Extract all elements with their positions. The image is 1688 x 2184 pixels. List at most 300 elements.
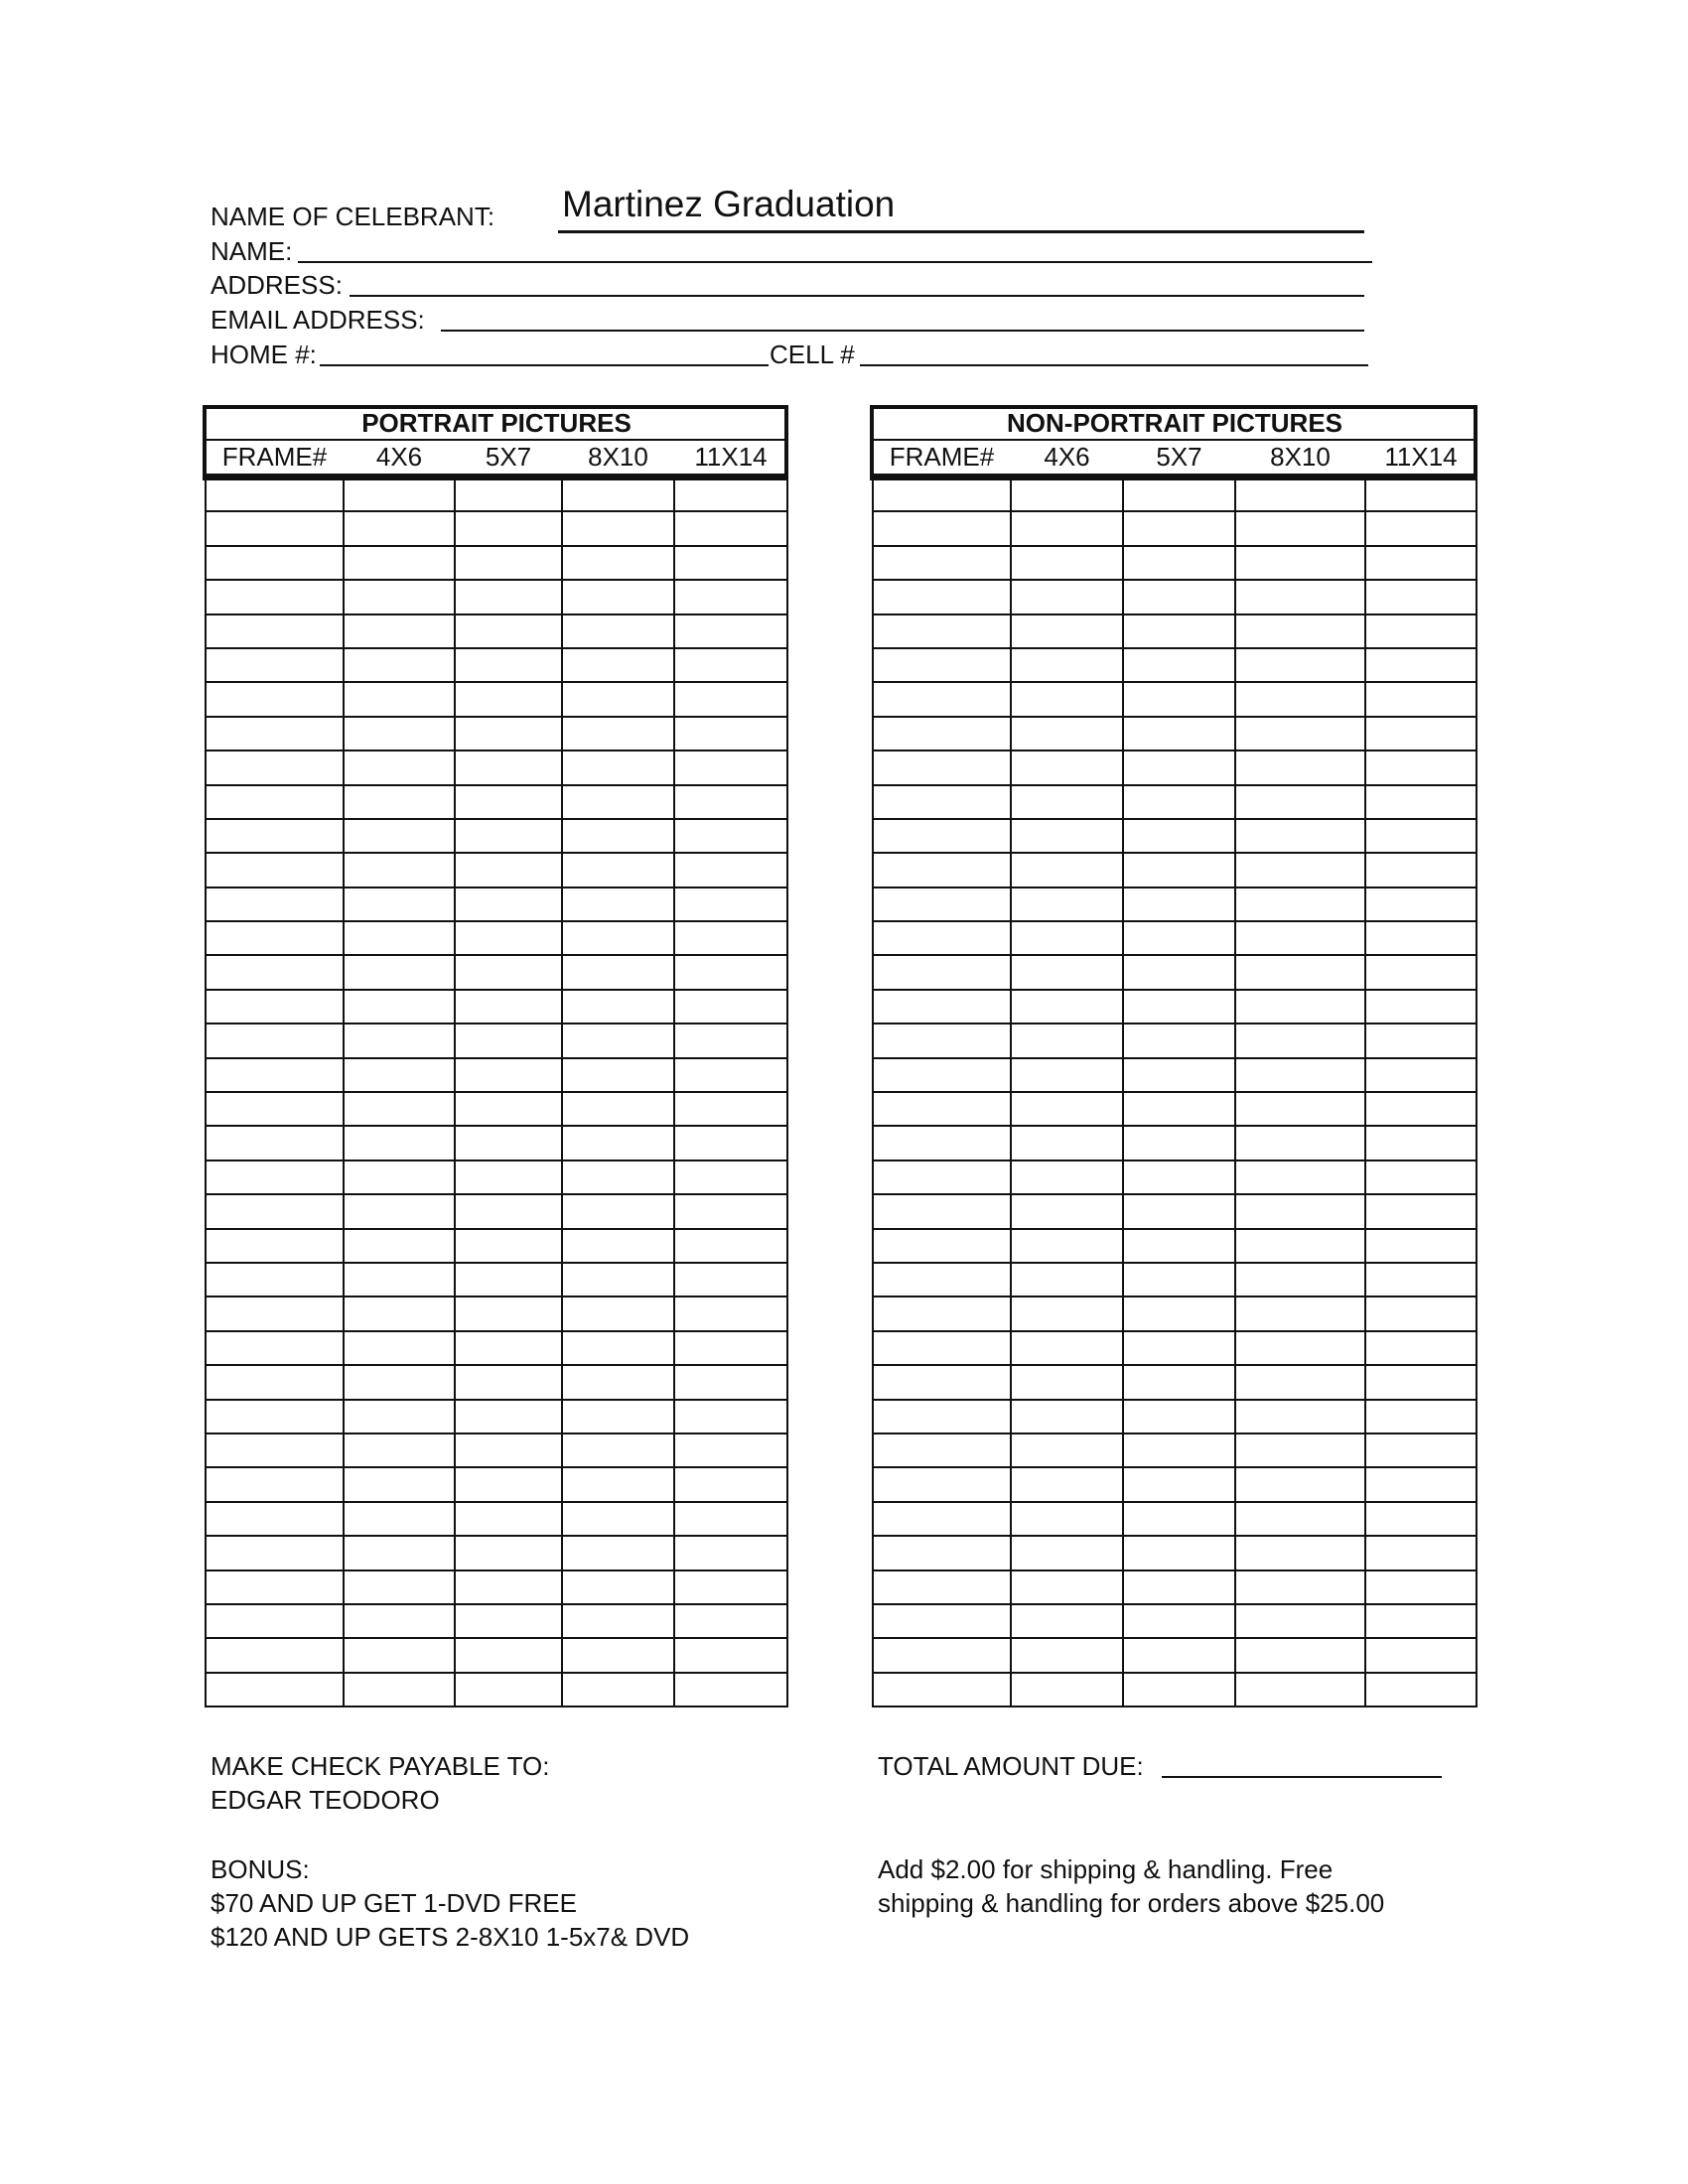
order-cell[interactable] [1365, 614, 1477, 648]
order-cell[interactable] [1011, 751, 1123, 784]
order-cell[interactable] [1365, 853, 1477, 887]
order-cell[interactable] [206, 887, 344, 921]
order-cell[interactable] [455, 921, 562, 955]
order-cell[interactable] [1123, 1058, 1235, 1092]
order-cell[interactable] [455, 1433, 562, 1467]
order-cell[interactable] [1365, 1058, 1477, 1092]
order-cell[interactable] [562, 1297, 674, 1330]
order-cell[interactable] [1365, 751, 1477, 784]
order-cell[interactable] [206, 853, 344, 887]
order-cell[interactable] [1235, 785, 1365, 819]
order-cell[interactable] [1235, 1673, 1365, 1706]
order-cell[interactable] [562, 1194, 674, 1228]
order-cell[interactable] [206, 819, 344, 853]
order-cell[interactable] [344, 921, 455, 955]
order-cell[interactable] [562, 477, 674, 512]
order-cell[interactable] [1123, 1604, 1235, 1638]
order-cell[interactable] [1123, 1536, 1235, 1570]
order-cell[interactable] [206, 1160, 344, 1194]
order-cell[interactable] [873, 1263, 1011, 1297]
order-cell[interactable] [1365, 887, 1477, 921]
order-cell[interactable] [344, 1433, 455, 1467]
order-cell[interactable] [562, 1502, 674, 1536]
order-cell[interactable] [1011, 1331, 1123, 1365]
order-cell[interactable] [562, 1126, 674, 1160]
order-cell[interactable] [562, 1263, 674, 1297]
order-cell[interactable] [674, 751, 787, 784]
order-cell[interactable] [562, 751, 674, 784]
order-cell[interactable] [1011, 990, 1123, 1024]
order-cell[interactable] [1123, 1092, 1235, 1126]
order-cell[interactable] [1235, 1024, 1365, 1057]
order-cell[interactable] [1365, 1024, 1477, 1057]
order-cell[interactable] [562, 1570, 674, 1604]
order-cell[interactable] [206, 955, 344, 989]
order-cell[interactable] [873, 1297, 1011, 1330]
order-cell[interactable] [1123, 717, 1235, 751]
order-cell[interactable] [206, 511, 344, 545]
order-cell[interactable] [206, 614, 344, 648]
order-cell[interactable] [873, 648, 1011, 682]
order-cell[interactable] [674, 1570, 787, 1604]
order-cell[interactable] [873, 1433, 1011, 1467]
order-cell[interactable] [1123, 1229, 1235, 1263]
order-cell[interactable] [344, 751, 455, 784]
order-cell[interactable] [1011, 1092, 1123, 1126]
order-cell[interactable] [455, 1229, 562, 1263]
order-cell[interactable] [1235, 1229, 1365, 1263]
order-cell[interactable] [1235, 546, 1365, 580]
order-cell[interactable] [1235, 580, 1365, 614]
order-cell[interactable] [206, 785, 344, 819]
order-cell[interactable] [873, 1400, 1011, 1433]
order-cell[interactable] [455, 785, 562, 819]
order-cell[interactable] [344, 1400, 455, 1433]
order-cell[interactable] [562, 1331, 674, 1365]
order-cell[interactable] [1235, 1638, 1365, 1672]
order-cell[interactable] [873, 1536, 1011, 1570]
order-cell[interactable] [674, 1331, 787, 1365]
order-cell[interactable] [455, 546, 562, 580]
order-cell[interactable] [344, 1536, 455, 1570]
order-cell[interactable] [873, 1604, 1011, 1638]
order-cell[interactable] [674, 819, 787, 853]
order-cell[interactable] [344, 1467, 455, 1501]
order-cell[interactable] [344, 1229, 455, 1263]
order-cell[interactable] [1011, 1263, 1123, 1297]
order-cell[interactable] [562, 853, 674, 887]
order-cell[interactable] [1011, 1502, 1123, 1536]
order-cell[interactable] [1011, 1194, 1123, 1228]
order-cell[interactable] [562, 1536, 674, 1570]
order-cell[interactable] [562, 1673, 674, 1706]
order-cell[interactable] [562, 1467, 674, 1501]
order-cell[interactable] [1365, 1229, 1477, 1263]
order-cell[interactable] [873, 887, 1011, 921]
order-cell[interactable] [562, 1604, 674, 1638]
order-cell[interactable] [562, 955, 674, 989]
order-cell[interactable] [1365, 1467, 1477, 1501]
order-cell[interactable] [206, 1126, 344, 1160]
order-cell[interactable] [206, 1536, 344, 1570]
order-cell[interactable] [1123, 785, 1235, 819]
order-cell[interactable] [1123, 1570, 1235, 1604]
order-cell[interactable] [1123, 887, 1235, 921]
order-cell[interactable] [1011, 1400, 1123, 1433]
order-cell[interactable] [1123, 1502, 1235, 1536]
order-cell[interactable] [1123, 1433, 1235, 1467]
order-cell[interactable] [873, 1467, 1011, 1501]
order-cell[interactable] [1123, 1024, 1235, 1057]
order-cell[interactable] [674, 955, 787, 989]
order-cell[interactable] [873, 1502, 1011, 1536]
order-cell[interactable] [206, 751, 344, 784]
order-cell[interactable] [1235, 511, 1365, 545]
order-cell[interactable] [1011, 1160, 1123, 1194]
order-cell[interactable] [455, 1194, 562, 1228]
order-cell[interactable] [562, 1160, 674, 1194]
order-cell[interactable] [1123, 614, 1235, 648]
home-phone-field[interactable] [320, 364, 769, 366]
order-cell[interactable] [1011, 1536, 1123, 1570]
order-cell[interactable] [344, 1160, 455, 1194]
order-cell[interactable] [873, 580, 1011, 614]
order-cell[interactable] [674, 1160, 787, 1194]
order-cell[interactable] [344, 1194, 455, 1228]
order-cell[interactable] [1365, 1263, 1477, 1297]
order-cell[interactable] [455, 1297, 562, 1330]
order-cell[interactable] [206, 717, 344, 751]
order-cell[interactable] [1235, 648, 1365, 682]
order-cell[interactable] [344, 1604, 455, 1638]
order-cell[interactable] [344, 1502, 455, 1536]
order-cell[interactable] [344, 614, 455, 648]
order-cell[interactable] [1365, 955, 1477, 989]
order-cell[interactable] [1235, 751, 1365, 784]
order-cell[interactable] [1365, 1638, 1477, 1672]
order-cell[interactable] [206, 1058, 344, 1092]
order-cell[interactable] [206, 546, 344, 580]
order-cell[interactable] [344, 546, 455, 580]
order-cell[interactable] [1365, 1194, 1477, 1228]
order-cell[interactable] [873, 511, 1011, 545]
order-cell[interactable] [562, 511, 674, 545]
order-cell[interactable] [1235, 1502, 1365, 1536]
order-cell[interactable] [344, 819, 455, 853]
order-cell[interactable] [1011, 1638, 1123, 1672]
order-cell[interactable] [873, 1570, 1011, 1604]
order-cell[interactable] [344, 682, 455, 716]
order-cell[interactable] [1365, 1126, 1477, 1160]
order-cell[interactable] [1123, 648, 1235, 682]
order-cell[interactable] [1235, 717, 1365, 751]
order-cell[interactable] [562, 1024, 674, 1057]
order-cell[interactable] [1365, 1570, 1477, 1604]
order-cell[interactable] [206, 1400, 344, 1433]
order-cell[interactable] [674, 1536, 787, 1570]
order-cell[interactable] [873, 1229, 1011, 1263]
order-cell[interactable] [1235, 1194, 1365, 1228]
order-cell[interactable] [455, 648, 562, 682]
order-cell[interactable] [344, 990, 455, 1024]
order-cell[interactable] [873, 1194, 1011, 1228]
order-cell[interactable] [1123, 1467, 1235, 1501]
order-cell[interactable] [1123, 1263, 1235, 1297]
order-cell[interactable] [1123, 955, 1235, 989]
order-cell[interactable] [1011, 477, 1123, 512]
order-cell[interactable] [674, 1433, 787, 1467]
order-cell[interactable] [1365, 1433, 1477, 1467]
order-cell[interactable] [1235, 682, 1365, 716]
order-cell[interactable] [562, 717, 674, 751]
order-cell[interactable] [455, 1024, 562, 1057]
order-cell[interactable] [674, 580, 787, 614]
order-cell[interactable] [1123, 1297, 1235, 1330]
order-cell[interactable] [344, 1297, 455, 1330]
order-cell[interactable] [674, 1297, 787, 1330]
order-cell[interactable] [206, 1570, 344, 1604]
order-cell[interactable] [206, 1673, 344, 1706]
order-cell[interactable] [1011, 887, 1123, 921]
order-cell[interactable] [873, 1058, 1011, 1092]
order-cell[interactable] [562, 682, 674, 716]
order-cell[interactable] [455, 1263, 562, 1297]
order-cell[interactable] [1365, 1331, 1477, 1365]
order-cell[interactable] [344, 1570, 455, 1604]
order-cell[interactable] [562, 819, 674, 853]
cell-phone-field[interactable] [860, 364, 1368, 366]
order-cell[interactable] [1123, 853, 1235, 887]
order-cell[interactable] [873, 819, 1011, 853]
order-cell[interactable] [455, 1502, 562, 1536]
order-cell[interactable] [873, 1126, 1011, 1160]
order-cell[interactable] [1365, 580, 1477, 614]
order-cell[interactable] [1123, 580, 1235, 614]
order-cell[interactable] [873, 546, 1011, 580]
order-cell[interactable] [1123, 1673, 1235, 1706]
order-cell[interactable] [206, 1502, 344, 1536]
order-cell[interactable] [1235, 1604, 1365, 1638]
order-cell[interactable] [206, 921, 344, 955]
order-cell[interactable] [455, 751, 562, 784]
order-cell[interactable] [562, 1229, 674, 1263]
order-cell[interactable] [1235, 1092, 1365, 1126]
order-cell[interactable] [1011, 546, 1123, 580]
order-cell[interactable] [1011, 648, 1123, 682]
order-cell[interactable] [455, 1365, 562, 1399]
order-cell[interactable] [344, 717, 455, 751]
address-field[interactable] [350, 295, 1364, 297]
order-cell[interactable] [206, 1467, 344, 1501]
order-cell[interactable] [674, 1126, 787, 1160]
order-cell[interactable] [1365, 1673, 1477, 1706]
order-cell[interactable] [873, 1092, 1011, 1126]
order-cell[interactable] [1011, 1229, 1123, 1263]
order-cell[interactable] [873, 1331, 1011, 1365]
order-cell[interactable] [344, 785, 455, 819]
order-cell[interactable] [1235, 1365, 1365, 1399]
order-cell[interactable] [1011, 1467, 1123, 1501]
order-cell[interactable] [1365, 477, 1477, 512]
order-cell[interactable] [455, 990, 562, 1024]
order-cell[interactable] [455, 1673, 562, 1706]
order-cell[interactable] [873, 717, 1011, 751]
order-cell[interactable] [674, 1638, 787, 1672]
order-cell[interactable] [455, 1467, 562, 1501]
order-cell[interactable] [1365, 1536, 1477, 1570]
order-cell[interactable] [1011, 853, 1123, 887]
order-cell[interactable] [206, 1604, 344, 1638]
order-cell[interactable] [674, 1229, 787, 1263]
order-cell[interactable] [455, 1331, 562, 1365]
order-cell[interactable] [873, 853, 1011, 887]
order-cell[interactable] [206, 1638, 344, 1672]
order-cell[interactable] [1365, 1365, 1477, 1399]
order-cell[interactable] [455, 717, 562, 751]
order-cell[interactable] [562, 1058, 674, 1092]
order-cell[interactable] [1365, 819, 1477, 853]
order-cell[interactable] [1235, 1467, 1365, 1501]
order-cell[interactable] [206, 1024, 344, 1057]
order-cell[interactable] [1011, 1365, 1123, 1399]
order-cell[interactable] [1365, 1400, 1477, 1433]
order-cell[interactable] [455, 1604, 562, 1638]
order-cell[interactable] [206, 1229, 344, 1263]
order-cell[interactable] [674, 921, 787, 955]
order-cell[interactable] [206, 477, 344, 512]
order-cell[interactable] [674, 887, 787, 921]
order-cell[interactable] [455, 511, 562, 545]
order-cell[interactable] [206, 990, 344, 1024]
order-cell[interactable] [1235, 819, 1365, 853]
order-cell[interactable] [1365, 1160, 1477, 1194]
order-cell[interactable] [873, 1024, 1011, 1057]
order-cell[interactable] [1235, 1570, 1365, 1604]
order-cell[interactable] [344, 887, 455, 921]
order-cell[interactable] [206, 1433, 344, 1467]
order-cell[interactable] [455, 1092, 562, 1126]
order-cell[interactable] [344, 1638, 455, 1672]
order-cell[interactable] [1011, 511, 1123, 545]
order-cell[interactable] [455, 853, 562, 887]
order-cell[interactable] [1235, 921, 1365, 955]
order-cell[interactable] [206, 648, 344, 682]
order-cell[interactable] [873, 614, 1011, 648]
order-cell[interactable] [455, 1400, 562, 1433]
order-cell[interactable] [1123, 1194, 1235, 1228]
order-cell[interactable] [1011, 1126, 1123, 1160]
order-cell[interactable] [873, 477, 1011, 512]
order-cell[interactable] [873, 990, 1011, 1024]
order-cell[interactable] [873, 1673, 1011, 1706]
order-cell[interactable] [455, 955, 562, 989]
order-cell[interactable] [455, 1058, 562, 1092]
order-cell[interactable] [562, 546, 674, 580]
order-cell[interactable] [1123, 477, 1235, 512]
order-cell[interactable] [344, 1673, 455, 1706]
order-cell[interactable] [206, 1331, 344, 1365]
total-amount-field[interactable] [1162, 1776, 1442, 1778]
order-cell[interactable] [455, 682, 562, 716]
order-cell[interactable] [562, 1365, 674, 1399]
order-cell[interactable] [674, 990, 787, 1024]
order-cell[interactable] [344, 1263, 455, 1297]
order-cell[interactable] [674, 1467, 787, 1501]
celebrant-value[interactable]: Martinez Graduation [562, 184, 896, 224]
order-cell[interactable] [1011, 682, 1123, 716]
order-cell[interactable] [344, 580, 455, 614]
order-cell[interactable] [344, 1365, 455, 1399]
order-cell[interactable] [1011, 580, 1123, 614]
order-cell[interactable] [1123, 1331, 1235, 1365]
order-cell[interactable] [1011, 819, 1123, 853]
order-cell[interactable] [344, 955, 455, 989]
order-cell[interactable] [562, 614, 674, 648]
order-cell[interactable] [344, 1058, 455, 1092]
order-cell[interactable] [1365, 1297, 1477, 1330]
order-cell[interactable] [1235, 955, 1365, 989]
order-cell[interactable] [455, 477, 562, 512]
order-cell[interactable] [1123, 1126, 1235, 1160]
order-cell[interactable] [455, 887, 562, 921]
order-cell[interactable] [1123, 990, 1235, 1024]
order-cell[interactable] [1235, 853, 1365, 887]
order-cell[interactable] [1365, 785, 1477, 819]
order-cell[interactable] [1235, 614, 1365, 648]
order-cell[interactable] [1365, 1502, 1477, 1536]
order-cell[interactable] [455, 1160, 562, 1194]
order-cell[interactable] [1011, 1297, 1123, 1330]
order-cell[interactable] [1235, 1160, 1365, 1194]
order-cell[interactable] [1123, 511, 1235, 545]
order-cell[interactable] [206, 1365, 344, 1399]
order-cell[interactable] [1365, 990, 1477, 1024]
order-cell[interactable] [206, 580, 344, 614]
order-cell[interactable] [455, 819, 562, 853]
order-cell[interactable] [1365, 546, 1477, 580]
order-cell[interactable] [674, 546, 787, 580]
email-field[interactable] [441, 330, 1364, 332]
order-cell[interactable] [674, 682, 787, 716]
order-cell[interactable] [562, 785, 674, 819]
order-cell[interactable] [873, 751, 1011, 784]
order-cell[interactable] [674, 511, 787, 545]
order-cell[interactable] [1011, 1604, 1123, 1638]
order-cell[interactable] [206, 1092, 344, 1126]
order-cell[interactable] [344, 1024, 455, 1057]
order-cell[interactable] [674, 477, 787, 512]
order-cell[interactable] [562, 648, 674, 682]
order-cell[interactable] [1235, 1331, 1365, 1365]
order-cell[interactable] [674, 853, 787, 887]
order-cell[interactable] [455, 1536, 562, 1570]
order-cell[interactable] [674, 1502, 787, 1536]
order-cell[interactable] [1123, 751, 1235, 784]
name-field[interactable] [298, 261, 1372, 263]
order-cell[interactable] [1011, 955, 1123, 989]
order-cell[interactable] [344, 1126, 455, 1160]
order-cell[interactable] [344, 477, 455, 512]
order-cell[interactable] [674, 1194, 787, 1228]
order-cell[interactable] [1011, 1433, 1123, 1467]
order-cell[interactable] [1123, 1160, 1235, 1194]
order-cell[interactable] [1235, 1297, 1365, 1330]
order-cell[interactable] [873, 682, 1011, 716]
order-cell[interactable] [674, 614, 787, 648]
order-cell[interactable] [1123, 819, 1235, 853]
order-cell[interactable] [1011, 717, 1123, 751]
order-cell[interactable] [674, 1400, 787, 1433]
